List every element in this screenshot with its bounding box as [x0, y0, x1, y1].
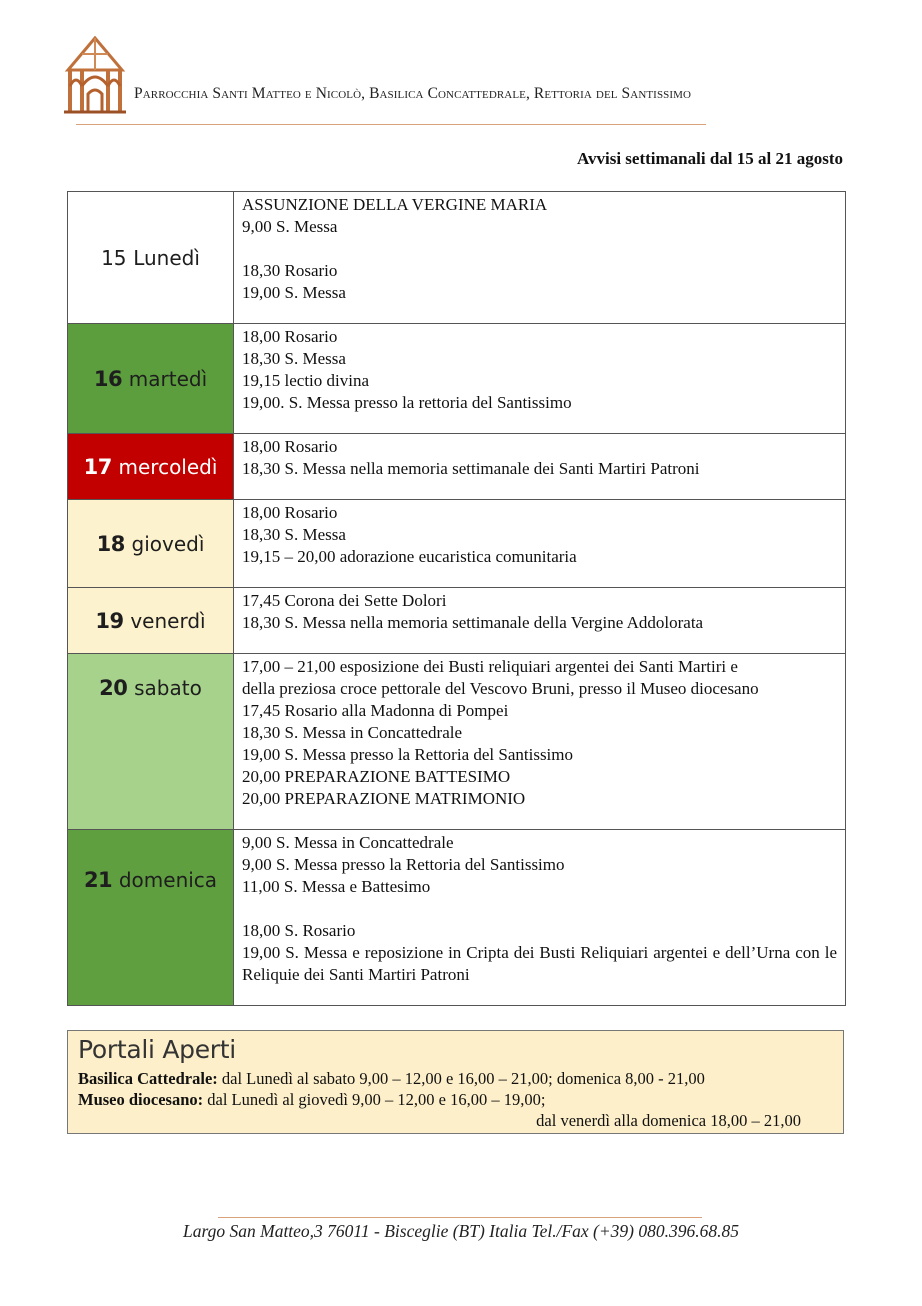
events-cell	[234, 324, 846, 434]
day-cell	[68, 500, 234, 588]
event-line	[242, 898, 837, 920]
day-cell	[68, 588, 234, 654]
event-line: 19,15 lectio divina	[242, 371, 370, 390]
footer-address: Largo San Matteo,3 76011 - Bisceglie (BT) Italia Tel./Fax (+39) 080.396.68.85	[182, 1221, 740, 1241]
table-row	[68, 830, 846, 1006]
event-line: 11,00 S. Messa e Battesimo	[242, 877, 431, 896]
events-cell	[234, 654, 846, 830]
events-cell	[234, 500, 846, 588]
museo-label: Museo diocesano:	[78, 1090, 204, 1109]
museo-hours-weekend: dal venerdì alla domenica 18,00 – 21,00	[536, 1111, 801, 1130]
footer-divider	[218, 1217, 702, 1218]
event-line: 9,00 S. Messa	[242, 217, 338, 236]
events-cell	[234, 830, 846, 1006]
day-number: 15	[101, 245, 127, 270]
table-row	[68, 192, 846, 324]
day-cell	[68, 324, 234, 434]
portali-aperti-box	[67, 1030, 844, 1134]
day-cell	[68, 192, 234, 324]
table-row	[68, 588, 846, 654]
events-cell	[234, 192, 846, 324]
weekly-schedule-table	[67, 191, 846, 1006]
event-line: 18,30 Rosario	[242, 261, 338, 280]
event-line: 9,00 S. Messa in Concattedrale	[242, 833, 454, 852]
day-weekday: giovedì	[131, 531, 205, 556]
event-line: 18,30 S. Messa	[242, 349, 346, 368]
day-weekday: mercoledì	[118, 454, 218, 479]
day-number: 20	[99, 676, 128, 700]
day-number: 16	[93, 366, 123, 391]
day-weekday: Lunedì	[133, 245, 200, 270]
basilica-hours-text: dal Lunedì al sabato 9,00 – 12,00 e 16,00 – 21,00; domenica 8,00 - 21,00	[217, 1069, 705, 1088]
museo-hours	[78, 1089, 833, 1110]
event-line: 18,00 Rosario	[242, 437, 338, 456]
event-line: della preziosa croce pettorale del Vescovo Bruni, presso il Museo diocesano	[242, 679, 759, 698]
day-number: 21	[83, 868, 113, 892]
event-line: 18,00 Rosario	[242, 503, 338, 522]
event-line: 20,00 PREPARAZIONE MATRIMONIO	[242, 789, 526, 808]
table-row	[68, 324, 846, 434]
event-line: 19,00 S. Messa e reposizione in Cripta dei Busti Reliquiari argentei e dell’Urna con le Reliquie dei Santi Martiri Patroni	[242, 943, 837, 984]
table-row	[68, 654, 846, 830]
basilica-arch-logo-icon	[62, 36, 128, 116]
day-number: 18	[96, 531, 125, 556]
day-weekday: sabato	[134, 676, 202, 700]
event-line: 18,30 S. Messa in Concattedrale	[242, 723, 463, 742]
event-line: 19,00 S. Messa	[242, 283, 346, 302]
event-line: 17,45 Rosario alla Madonna di Pompei	[242, 701, 509, 720]
day-weekday: domenica	[118, 868, 218, 892]
day-number: 19	[95, 608, 124, 633]
day-number: 17	[83, 454, 112, 479]
basilica-label: Basilica Cattedrale:	[78, 1069, 218, 1088]
event-line: 18,30 S. Messa	[242, 525, 346, 544]
event-line: 19,00 S. Messa presso la Rettoria del Santissimo	[242, 745, 574, 764]
day-weekday: venerdì	[130, 608, 206, 633]
event-line: 18,00 Rosario	[242, 327, 338, 346]
table-row	[68, 434, 846, 500]
event-line: 19,15 – 20,00 adorazione eucaristica comunitaria	[242, 547, 577, 566]
week-title: Avvisi settimanali dal 15 al 21 agosto	[576, 149, 843, 168]
event-line: 19,00. S. Messa presso la rettoria del Santissimo	[242, 393, 572, 412]
portali-title: Portali Aperti	[78, 1035, 236, 1064]
basilica-hours	[78, 1068, 833, 1089]
event-line: 18,00 S. Rosario	[242, 921, 356, 940]
museo-hours-text: dal Lunedì al giovedì 9,00 – 12,00 e 16,00 – 19,00;	[203, 1090, 546, 1109]
event-line	[242, 238, 837, 260]
day-cell	[68, 434, 234, 500]
table-row	[68, 500, 846, 588]
event-line: ASSUNZIONE DELLA VERGINE MARIA	[242, 195, 548, 214]
event-line: 17,45 Corona dei Sette Dolori	[242, 591, 447, 610]
event-line: 20,00 PREPARAZIONE BATTESIMO	[242, 767, 511, 786]
events-cell	[234, 588, 846, 654]
event-line: 18,30 S. Messa nella memoria settimanale della Vergine Addolorata	[242, 613, 704, 632]
parish-header-title: Parrocchia Santi Matteo e Nicolò, Basilica Concattedrale, Rettoria del Santissimo	[134, 85, 692, 102]
day-cell	[68, 654, 234, 830]
events-cell	[234, 434, 846, 500]
event-line: 9,00 S. Messa presso la Rettoria del Santissimo	[242, 855, 565, 874]
day-cell	[68, 830, 234, 1006]
event-line: 18,30 S. Messa nella memoria settimanale dei Santi Martiri Patroni	[242, 459, 700, 478]
day-weekday: martedì	[128, 366, 208, 391]
header-divider	[76, 124, 706, 125]
event-line: 17,00 – 21,00 esposizione dei Busti reliquiari argentei dei Santi Martiri e	[242, 657, 738, 676]
